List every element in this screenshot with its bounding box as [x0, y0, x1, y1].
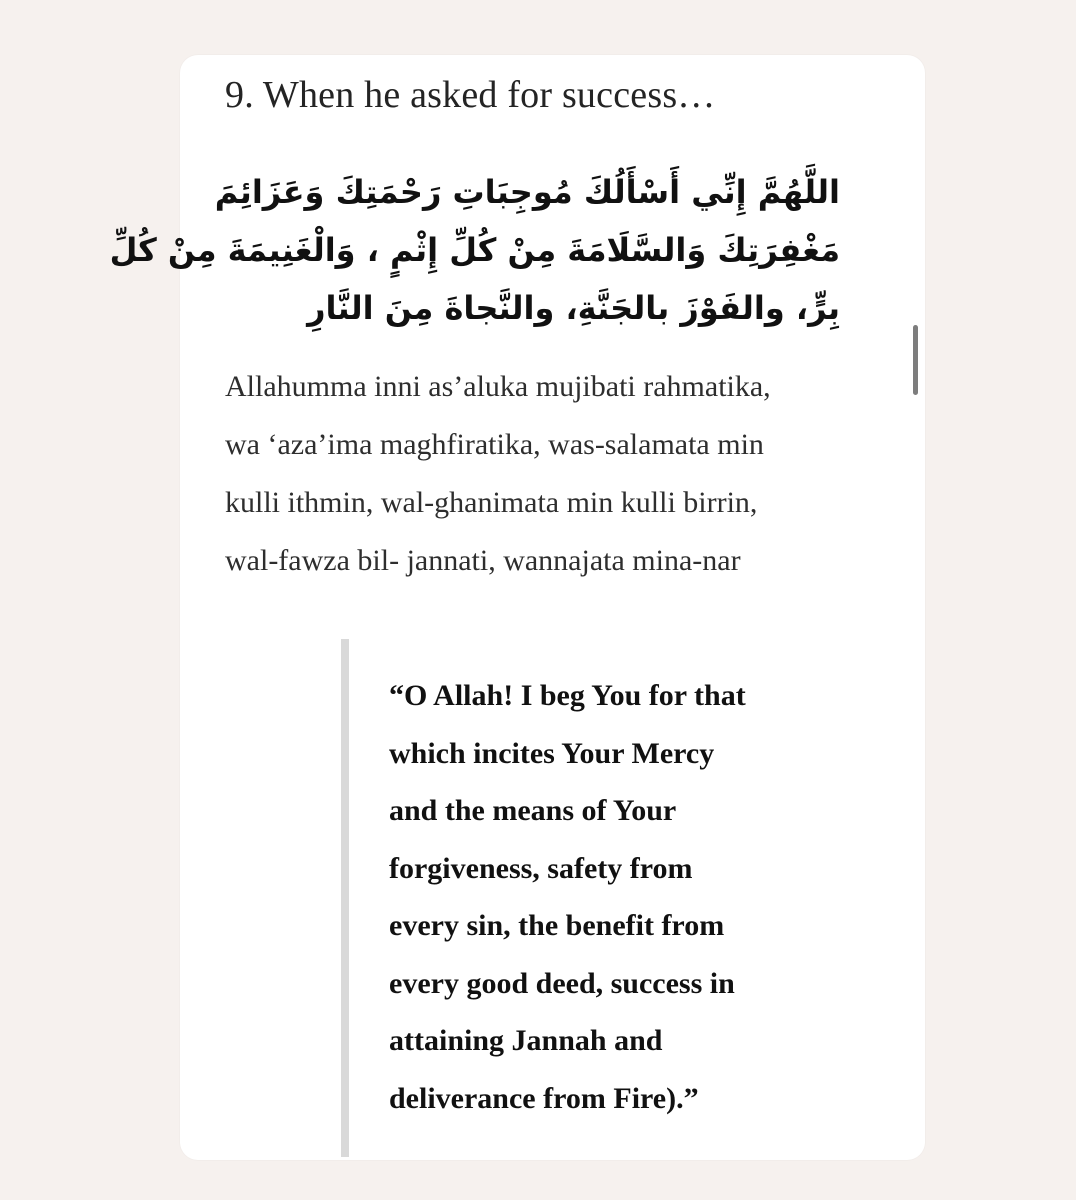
section-heading: 9. When he asked for success… [225, 74, 716, 116]
transliteration-line: kulli ithmin, wal-ghanimata min kulli birrin, [225, 486, 758, 519]
translation-blockquote [341, 639, 849, 1157]
arabic-line: مَغْفِرَتِكَ وَالسَّلَامَةَ مِنْ كُلِّ إِثْمٍ ، وَالْغَنِيمَةَ مِنْ كُلِّ [109, 231, 840, 269]
translation-line: deliverance from Fire).” [389, 1081, 699, 1115]
translation-line: forgiveness, safety from [389, 851, 693, 885]
translation-line: attaining Jannah and [389, 1024, 663, 1057]
translation-line: “O Allah! I beg You for that [389, 679, 746, 712]
transliteration-line: wa ‘aza’ima maghfiratika, was-salamata min [225, 428, 764, 461]
arabic-dua [109, 163, 840, 337]
translation-line: every good deed, success in [389, 966, 735, 1000]
translation-line: and the means of Your [389, 794, 677, 827]
translation-line: every sin, the benefit from [389, 909, 725, 942]
scrollbar-thumb[interactable] [913, 325, 918, 395]
translation-line: which incites Your Mercy [389, 736, 715, 770]
transliteration-line: wal-fawza bil- jannati, wannajata mina-nar [225, 544, 741, 577]
arabic-line: بِرٍّ، والفَوْزَ بالجَنَّةِ، والنَّجاةَ مِنَ النَّارِ [307, 289, 840, 327]
transliteration-line: Allahumma inni as’aluka mujibati rahmatika, [225, 370, 771, 403]
transliteration [225, 358, 875, 590]
arabic-line: اللَّهُمَّ إِنِّي أَسْأَلُكَ مُوجِبَاتِ رَحْمَتِكَ وَعَزَائِمَ [214, 173, 840, 211]
translation-text [389, 667, 746, 1127]
article-card [109, 55, 925, 1160]
